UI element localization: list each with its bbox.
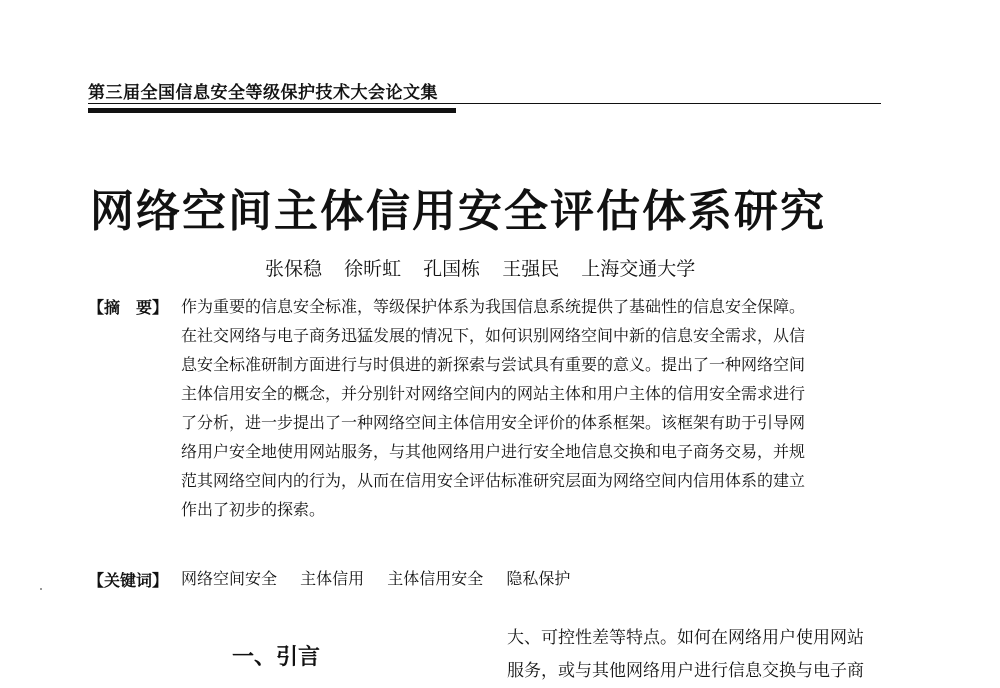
paper-title: 网络空间主体信用安全评估体系研究 (90, 186, 826, 237)
header-rule-thick (88, 108, 456, 113)
keyword: 主体信用安全 (387, 569, 484, 588)
keyword: 隐私保护 (506, 569, 571, 588)
author-4: 王强民 (502, 258, 560, 280)
abstract-line: 络用户安全地使用网站服务，与其他网络用户进行安全地信息交换和电子商务交易，并规 (181, 442, 806, 461)
keyword: 主体信用 (300, 569, 365, 588)
abstract-line: 在社交网络与电子商务迅猛发展的情况下，如何识别网络空间中新的信息安全需求，从信 (181, 326, 806, 345)
keywords-list (181, 566, 588, 589)
section-heading: 一、引言 (232, 645, 321, 670)
affiliation: 上海交通大学 (581, 258, 696, 280)
abstract-text (181, 292, 881, 524)
body-line: 服务，或与其他网络用户进行信息交换与电子商 (507, 661, 864, 681)
header-rule-thin (88, 103, 881, 104)
author-line (265, 254, 711, 281)
keyword: 网络空间安全 (181, 569, 278, 588)
author-2: 徐昕虹 (344, 258, 402, 280)
scan-speck (40, 588, 42, 590)
journal-header: 第三届全国信息安全等级保护技术大会论文集 (88, 83, 438, 103)
abstract-line: 作出了初步的探索。 (181, 500, 326, 519)
abstract-line: 了分析，进一步提出了一种网络空间主体信用安全评价的体系框架。该框架有助于引导网 (181, 413, 806, 432)
abstract-line: 作为重要的信息安全标准，等级保护体系为我国信息系统提供了基础性的信息安全保障。 (181, 297, 806, 316)
abstract-line: 主体信用安全的概念，并分别针对网络空间内的网站主体和用户主体的信用安全需求进行 (181, 384, 806, 403)
keywords-label: 【关键词】 (88, 571, 169, 590)
abstract-line: 息安全标准研制方面进行与时俱进的新探索与尝试具有重要的意义。提出了一种网络空间 (181, 355, 806, 374)
body-line: 大、可控性差等特点。如何在网络用户使用网站 (507, 628, 864, 648)
abstract-label: 【摘 要】 (88, 298, 169, 317)
author-1: 张保稳 (265, 258, 323, 280)
author-3: 孔国栋 (423, 258, 481, 280)
abstract-line: 范其网络空间内的行为，从而在信用安全评估标准研究层面为网络空间内信用体系的建立 (181, 471, 806, 490)
body-text-right-column (507, 622, 885, 688)
